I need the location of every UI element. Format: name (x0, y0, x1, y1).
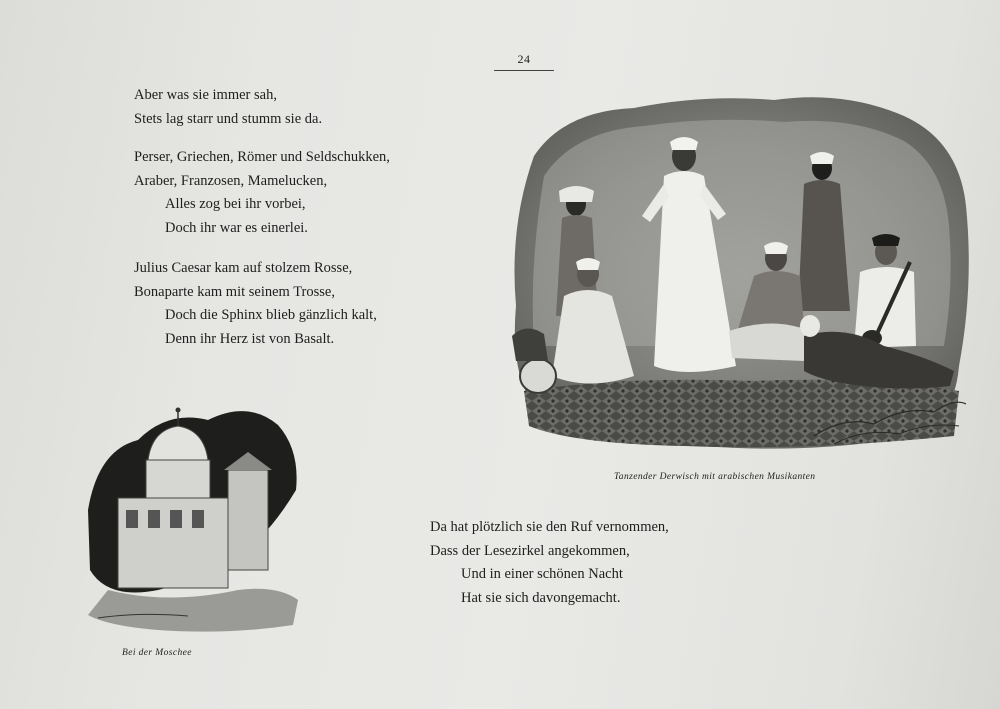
verse-line: Hat sie sich davongemacht. (461, 589, 621, 606)
stanza-4 (430, 516, 669, 610)
mosque-caption: Bei der Moschee (122, 648, 192, 658)
photo-caption: Tanzender Derwisch mit arabischen Musikanten (614, 472, 816, 482)
verse-line: Doch die Sphinx blieb gänzlich kalt, (165, 307, 377, 323)
mosque-illustration (78, 390, 303, 640)
dervish-photograph (504, 86, 974, 456)
verse-line: Julius Caesar kam auf stolzem Rosse, (134, 260, 353, 276)
verse-line: Und in einer schönen Nacht (461, 566, 623, 582)
verse-line: Araber, Franzosen, Mamelucken, (134, 172, 328, 189)
verse-line: Doch ihr war es einerlei. (165, 219, 308, 236)
verse-line: Alles zog bei ihr vorbei, (165, 196, 306, 212)
page-number: 24 (494, 52, 554, 71)
verse-line: Bonaparte kam mit seinem Trosse, (134, 283, 335, 300)
stanza-3 (134, 257, 377, 351)
verse-line: Aber was sie immer sah, (134, 87, 277, 103)
verse-line: Da hat plötzlich sie den Ruf vernommen, (430, 519, 669, 535)
verse-line: Perser, Griechen, Römer und Seldschukken, (134, 149, 390, 165)
stanza-2 (134, 146, 390, 240)
verse-line: Stets lag starr und stumm sie da. (134, 110, 323, 127)
verse-line: Denn ihr Herz ist von Basalt. (165, 330, 335, 347)
verse-line: Dass der Lesezirkel angekommen, (430, 542, 630, 559)
stanza-1 (134, 84, 322, 131)
